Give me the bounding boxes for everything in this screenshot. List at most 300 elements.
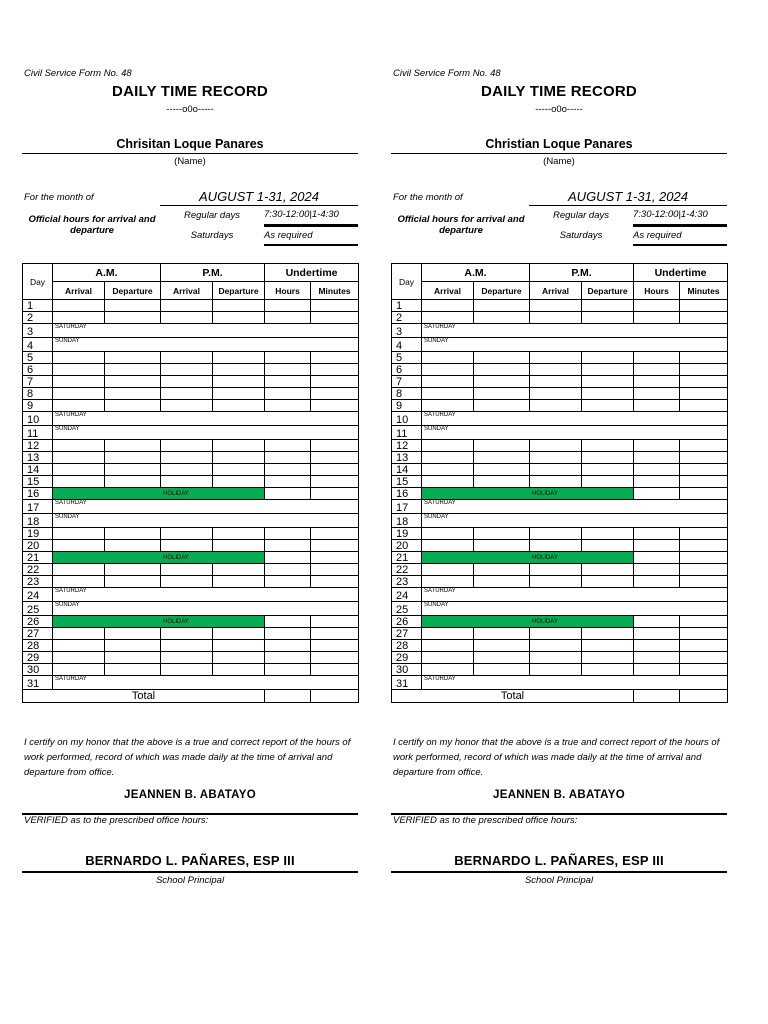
pm-departure-cell[interactable] [213,376,265,388]
total-hours-cell[interactable] [265,690,311,703]
pm-departure-cell[interactable] [582,400,634,412]
pm-departure-cell[interactable] [582,540,634,552]
day-number: 11 [392,426,422,440]
undertime-hours-cell[interactable] [634,364,680,376]
undertime-minutes-cell[interactable] [680,476,728,488]
undertime-minutes-cell[interactable] [311,540,359,552]
pm-arrival-cell[interactable] [530,540,582,552]
pm-arrival-cell[interactable] [530,564,582,576]
am-departure-cell[interactable] [474,452,530,464]
day-number: 22 [392,564,422,576]
am-arrival-cell[interactable] [422,476,474,488]
am-departure-cell[interactable] [474,664,530,676]
pm-departure-cell[interactable] [213,464,265,476]
undertime-minutes-cell[interactable] [680,652,728,664]
table-row [23,500,359,514]
undertime-hours-cell[interactable] [265,628,311,640]
am-arrival-cell[interactable] [422,352,474,364]
undertime-hours-cell[interactable] [634,664,680,676]
pm-departure-cell[interactable] [582,464,634,476]
pm-departure-cell[interactable] [582,628,634,640]
table-row [23,388,359,400]
undertime-hours-cell[interactable] [265,300,311,312]
pm-departure-cell[interactable] [213,476,265,488]
undertime-hours-cell[interactable] [634,528,680,540]
am-arrival-cell[interactable] [422,540,474,552]
am-arrival-cell[interactable] [422,652,474,664]
undertime-hours-cell[interactable] [634,464,680,476]
name-caption: (Name) [174,156,206,167]
undertime-hours-cell[interactable] [265,400,311,412]
pm-arrival-cell[interactable] [161,476,213,488]
am-arrival-cell[interactable] [422,640,474,652]
undertime-hours-cell[interactable] [265,664,311,676]
am-departure-cell[interactable] [474,300,530,312]
am-arrival-cell[interactable] [53,528,105,540]
table-row [23,312,359,324]
am-arrival-cell[interactable] [53,376,105,388]
pm-departure-cell[interactable] [582,528,634,540]
undertime-hours-cell[interactable] [634,488,680,500]
am-arrival-cell[interactable] [422,664,474,676]
employee-signatory: JEANNEN B. ABATAYO [493,789,625,801]
pm-arrival-header: Arrival [530,282,582,300]
am-departure-cell[interactable] [474,352,530,364]
undertime-hours-cell[interactable] [634,300,680,312]
pm-arrival-cell[interactable] [530,528,582,540]
am-departure-cell[interactable] [105,528,161,540]
pm-arrival-cell[interactable] [530,400,582,412]
pm-arrival-cell[interactable] [530,300,582,312]
pm-arrival-cell[interactable] [530,576,582,588]
pm-departure-cell[interactable] [582,388,634,400]
am-departure-cell[interactable] [105,388,161,400]
am-departure-cell[interactable] [105,352,161,364]
undertime-minutes-cell[interactable] [311,528,359,540]
undertime-hours-cell[interactable] [634,312,680,324]
undertime-hours-cell[interactable] [265,652,311,664]
undertime-minutes-cell[interactable] [311,400,359,412]
pm-departure-cell[interactable] [582,300,634,312]
am-arrival-cell[interactable] [422,440,474,452]
am-arrival-cell[interactable] [53,628,105,640]
name-underline [391,153,727,154]
pm-arrival-cell[interactable] [530,640,582,652]
am-departure-cell[interactable] [105,664,161,676]
day-number: 8 [23,388,53,400]
table-row [23,664,359,676]
pm-arrival-cell[interactable] [161,528,213,540]
pm-arrival-cell[interactable] [530,440,582,452]
am-arrival-cell[interactable] [53,464,105,476]
total-minutes-cell[interactable] [311,690,359,703]
undertime-minutes-cell[interactable] [680,452,728,464]
undertime-hours-cell[interactable] [634,652,680,664]
undertime-hours-cell[interactable] [634,552,680,564]
undertime-minutes-cell[interactable] [680,640,728,652]
pm-arrival-cell[interactable] [161,312,213,324]
pm-arrival-cell[interactable] [530,452,582,464]
undertime-minutes-cell[interactable] [311,352,359,364]
regular-days-label: Regular days [553,210,609,221]
undertime-minutes-cell[interactable] [311,576,359,588]
undertime-hours-cell[interactable] [634,376,680,388]
pm-arrival-cell[interactable] [530,476,582,488]
am-departure-header: Departure [105,282,161,300]
am-arrival-cell[interactable] [53,352,105,364]
pm-departure-cell[interactable] [582,352,634,364]
undertime-hours-cell[interactable] [265,388,311,400]
am-departure-cell[interactable] [105,400,161,412]
am-arrival-cell[interactable] [53,564,105,576]
undertime-hours-cell[interactable] [634,476,680,488]
undertime-hours-cell[interactable] [265,552,311,564]
undertime-minutes-cell[interactable] [680,528,728,540]
am-arrival-cell[interactable] [53,640,105,652]
am-arrival-cell[interactable] [53,400,105,412]
am-arrival-cell[interactable] [422,452,474,464]
undertime-hours-cell[interactable] [634,388,680,400]
am-departure-cell[interactable] [474,540,530,552]
pm-arrival-cell[interactable] [530,312,582,324]
undertime-minutes-cell[interactable] [311,628,359,640]
undertime-hours-cell[interactable] [634,452,680,464]
pm-arrival-cell[interactable] [161,388,213,400]
holiday-label: HOLIDAY [53,616,265,628]
undertime-minutes-cell[interactable] [311,440,359,452]
undertime-minutes-cell[interactable] [311,312,359,324]
principal-name: BERNARDO L. PAÑARES, ESP III [85,853,295,868]
pm-departure-cell[interactable] [213,652,265,664]
am-departure-cell[interactable] [474,400,530,412]
am-arrival-cell[interactable] [422,576,474,588]
day-number: 10 [23,412,53,426]
pm-arrival-cell[interactable] [530,664,582,676]
day-number: 6 [392,364,422,376]
undertime-minutes-cell[interactable] [680,464,728,476]
undertime-minutes-cell[interactable] [311,664,359,676]
pm-arrival-cell[interactable] [161,640,213,652]
pm-arrival-cell[interactable] [161,452,213,464]
am-arrival-cell[interactable] [422,300,474,312]
pm-departure-cell[interactable] [582,664,634,676]
am-header: A.M. [422,264,530,282]
pm-departure-cell[interactable] [582,476,634,488]
undertime-hours-cell[interactable] [265,440,311,452]
undertime-hours-cell[interactable] [265,364,311,376]
undertime-hours-cell[interactable] [265,312,311,324]
am-arrival-cell[interactable] [53,452,105,464]
day-number: 6 [23,364,53,376]
undertime-minutes-cell[interactable] [680,352,728,364]
undertime-minutes-cell[interactable] [680,616,728,628]
day-number: 18 [23,514,53,528]
undertime-hours-cell[interactable] [265,540,311,552]
pm-header: P.M. [530,264,634,282]
table-row [392,338,728,352]
am-arrival-cell[interactable] [53,576,105,588]
undertime-minutes-cell[interactable] [680,664,728,676]
title-separator: -----o0o----- [535,104,583,115]
pm-arrival-cell[interactable] [161,576,213,588]
table-row [23,602,359,616]
am-departure-cell[interactable] [474,312,530,324]
undertime-minutes-cell[interactable] [311,616,359,628]
pm-departure-cell[interactable] [213,452,265,464]
pm-departure-cell[interactable] [213,540,265,552]
table-row [392,676,728,690]
pm-departure-cell[interactable] [582,652,634,664]
undertime-minutes-cell[interactable] [680,300,728,312]
pm-departure-cell[interactable] [582,312,634,324]
am-arrival-cell[interactable] [422,400,474,412]
pm-arrival-cell[interactable] [161,628,213,640]
am-departure-cell[interactable] [474,464,530,476]
am-departure-cell[interactable] [474,628,530,640]
am-departure-cell[interactable] [474,652,530,664]
undertime-hours-cell[interactable] [634,576,680,588]
pm-departure-cell[interactable] [582,564,634,576]
table-row [392,528,728,540]
am-departure-cell[interactable] [105,640,161,652]
table-row [23,640,359,652]
pm-arrival-cell[interactable] [530,652,582,664]
undertime-hours-cell[interactable] [265,476,311,488]
pm-arrival-cell[interactable] [161,376,213,388]
day-number: 7 [392,376,422,388]
day-number: 4 [23,338,53,352]
pm-departure-cell[interactable] [213,300,265,312]
pm-departure-cell[interactable] [213,564,265,576]
am-arrival-cell[interactable] [422,388,474,400]
am-departure-cell[interactable] [105,576,161,588]
pm-departure-cell[interactable] [213,364,265,376]
undertime-hours-cell[interactable] [634,616,680,628]
undertime-minutes-cell[interactable] [680,552,728,564]
undertime-minutes-cell[interactable] [680,364,728,376]
am-departure-cell[interactable] [105,300,161,312]
saturdays-value: As required [264,230,313,241]
table-row [23,464,359,476]
pm-arrival-cell[interactable] [161,540,213,552]
pm-arrival-cell[interactable] [530,376,582,388]
undertime-hours-cell[interactable] [265,452,311,464]
undertime-minutes-cell[interactable] [680,400,728,412]
am-arrival-cell[interactable] [422,564,474,576]
pm-departure-cell[interactable] [213,576,265,588]
pm-arrival-cell[interactable] [530,628,582,640]
pm-arrival-cell[interactable] [161,464,213,476]
pm-arrival-cell[interactable] [161,652,213,664]
undertime-minutes-cell[interactable] [311,376,359,388]
undertime-hours-cell[interactable] [634,400,680,412]
table-row [392,364,728,376]
undertime-hours-cell[interactable] [634,640,680,652]
undertime-minutes-cell[interactable] [311,364,359,376]
undertime-minutes-cell[interactable] [311,452,359,464]
undertime-minutes-cell[interactable] [680,564,728,576]
undertime-minutes-cell[interactable] [311,552,359,564]
undertime-minutes-cell[interactable] [680,388,728,400]
principal-signature-line [391,871,727,873]
am-departure-cell[interactable] [105,652,161,664]
table-row [392,440,728,452]
pm-arrival-cell[interactable] [161,664,213,676]
undertime-minutes-cell[interactable] [311,640,359,652]
total-label: Total [23,690,265,703]
am-arrival-cell[interactable] [422,376,474,388]
pm-arrival-cell[interactable] [161,564,213,576]
am-departure-cell[interactable] [105,464,161,476]
am-departure-cell[interactable] [474,564,530,576]
pm-arrival-cell[interactable] [530,464,582,476]
pm-departure-cell[interactable] [213,528,265,540]
am-departure-cell[interactable] [105,476,161,488]
pm-departure-cell[interactable] [213,640,265,652]
pm-departure-cell[interactable] [213,440,265,452]
day-rows [392,300,728,690]
am-header: A.M. [53,264,161,282]
am-arrival-cell[interactable] [53,476,105,488]
undertime-minutes-cell[interactable] [311,388,359,400]
am-departure-cell[interactable] [105,364,161,376]
am-departure-cell[interactable] [474,576,530,588]
am-departure-cell[interactable] [105,312,161,324]
undertime-hours-cell[interactable] [634,440,680,452]
undertime-minutes-cell[interactable] [680,540,728,552]
am-arrival-cell[interactable] [422,464,474,476]
am-departure-cell[interactable] [474,640,530,652]
am-arrival-cell[interactable] [422,628,474,640]
undertime-hours-cell[interactable] [634,352,680,364]
day-number: 28 [23,640,53,652]
table-row [23,514,359,528]
undertime-hours-cell[interactable] [265,488,311,500]
holiday-label: HOLIDAY [422,552,634,564]
am-arrival-cell[interactable] [422,528,474,540]
am-departure-cell[interactable] [105,452,161,464]
pm-departure-cell[interactable] [582,640,634,652]
undertime-hours-cell[interactable] [265,464,311,476]
day-number: 30 [23,664,53,676]
pm-departure-cell[interactable] [213,628,265,640]
pm-departure-cell[interactable] [582,576,634,588]
pm-arrival-cell[interactable] [530,352,582,364]
undertime-minutes-cell[interactable] [680,488,728,500]
day-number: 3 [23,324,53,338]
pm-departure-cell[interactable] [582,440,634,452]
pm-arrival-cell[interactable] [161,352,213,364]
day-number: 2 [392,312,422,324]
pm-arrival-cell[interactable] [161,400,213,412]
am-arrival-cell[interactable] [422,364,474,376]
pm-departure-cell[interactable] [582,376,634,388]
undertime-hours-cell[interactable] [634,540,680,552]
am-arrival-cell[interactable] [53,664,105,676]
am-departure-cell[interactable] [474,528,530,540]
undertime-hours-cell[interactable] [265,640,311,652]
weekend-label: SATURDAY [53,412,359,426]
am-departure-cell[interactable] [105,440,161,452]
pm-departure-cell[interactable] [213,400,265,412]
undertime-minutes-cell[interactable] [680,440,728,452]
pm-arrival-cell[interactable] [161,364,213,376]
weekend-label: SATURDAY [422,412,728,426]
am-departure-cell[interactable] [105,376,161,388]
undertime-minutes-cell[interactable] [311,564,359,576]
undertime-minutes-cell[interactable] [680,576,728,588]
day-number: 27 [23,628,53,640]
undertime-header: Undertime [265,264,359,282]
undertime-hours-cell[interactable] [265,376,311,388]
undertime-minutes-cell[interactable] [680,628,728,640]
day-number: 19 [23,528,53,540]
pm-arrival-cell[interactable] [161,440,213,452]
pm-departure-cell[interactable] [582,364,634,376]
table-row [23,426,359,440]
am-departure-cell[interactable] [474,440,530,452]
am-departure-cell[interactable] [474,364,530,376]
am-arrival-cell[interactable] [53,364,105,376]
am-arrival-cell[interactable] [53,312,105,324]
undertime-hours-header: Hours [634,282,680,300]
undertime-hours-cell[interactable] [634,628,680,640]
undertime-hours-cell[interactable] [265,576,311,588]
total-hours-cell[interactable] [634,690,680,703]
pm-departure-cell[interactable] [213,352,265,364]
pm-departure-cell[interactable] [213,388,265,400]
day-number: 13 [23,452,53,464]
official-hours-label: Official hours for arrival and departure [397,214,525,236]
pm-arrival-cell[interactable] [161,300,213,312]
undertime-minutes-cell[interactable] [680,376,728,388]
undertime-hours-cell[interactable] [265,528,311,540]
undertime-hours-cell[interactable] [265,352,311,364]
am-departure-cell[interactable] [105,540,161,552]
pm-arrival-cell[interactable] [530,388,582,400]
am-departure-cell[interactable] [105,628,161,640]
undertime-hours-cell[interactable] [265,564,311,576]
pm-departure-cell[interactable] [213,312,265,324]
am-arrival-cell[interactable] [53,388,105,400]
am-arrival-cell[interactable] [53,540,105,552]
am-departure-cell[interactable] [105,564,161,576]
undertime-minutes-cell[interactable] [680,312,728,324]
pm-departure-cell[interactable] [213,664,265,676]
total-minutes-cell[interactable] [680,690,728,703]
pm-departure-header: Departure [213,282,265,300]
undertime-hours-cell[interactable] [265,616,311,628]
am-departure-cell[interactable] [474,388,530,400]
undertime-minutes-cell[interactable] [311,300,359,312]
am-arrival-cell[interactable] [53,652,105,664]
undertime-minutes-cell[interactable] [311,488,359,500]
undertime-minutes-cell[interactable] [311,652,359,664]
am-departure-cell[interactable] [474,476,530,488]
am-arrival-cell[interactable] [422,312,474,324]
table-row [23,400,359,412]
undertime-minutes-cell[interactable] [311,476,359,488]
am-departure-cell[interactable] [474,376,530,388]
undertime-minutes-cell[interactable] [311,464,359,476]
am-arrival-cell[interactable] [53,440,105,452]
undertime-hours-cell[interactable] [634,564,680,576]
pm-departure-cell[interactable] [582,452,634,464]
am-arrival-cell[interactable] [53,300,105,312]
pm-arrival-cell[interactable] [530,364,582,376]
weekend-label: SATURDAY [53,676,359,690]
day-number: 12 [392,440,422,452]
